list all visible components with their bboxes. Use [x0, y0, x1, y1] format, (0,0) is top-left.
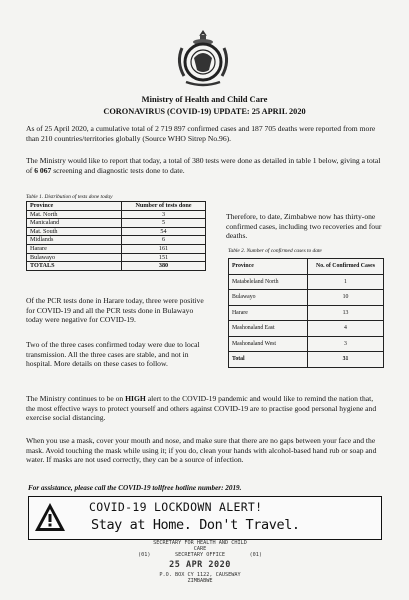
confirmed-cases-paragraph: Therefore, to date, Zimbabwe now has thirty-one confirmed cases, including two recoveries and four deaths. — [226, 212, 382, 241]
table-cell: 10 — [308, 290, 384, 306]
table-cell: 1 — [308, 274, 384, 290]
alert-text-before: The Ministry continues to be on — [26, 394, 126, 403]
table-cell: 161 — [122, 244, 206, 253]
warning-triangle-icon — [33, 501, 67, 533]
tests-text-after: screening and diagnostic tests done to date. — [51, 165, 185, 175]
table-cell: Bulawayo — [27, 253, 122, 262]
table-cell: Bulawayo — [229, 290, 308, 306]
global-update-paragraph: As of 25 April 2020, a cumulative total of 2 719 897 confirmed cases and 187 705 deaths were reported from more than 210 countries/territories globally (Source WHO Sitrep No.96). — [26, 124, 376, 143]
lockdown-alert-title: COVID-19 LOCKDOWN ALERT! — [89, 500, 263, 514]
table-header: Province — [27, 202, 122, 211]
mask-guidance-paragraph: When you use a mask, cover your mouth and nose, and make sure that there are no gaps between your face and the mask. Avoid touching the mask while using it; if you do, clean your hands with alcohol-based hand rub or soap and water. If masks are not used correctly, they can be a source of infection. — [26, 436, 377, 465]
table-cell: 4 — [308, 321, 384, 337]
table-cell: Total — [229, 352, 308, 368]
table-header: Number of tests done — [122, 202, 206, 211]
transmission-paragraph: Two of the three cases confirmed today were due to local transmission. All the three cases are stable, and not in hospital. More details on these cases to follow. — [26, 340, 200, 369]
table-cell: TOTALS — [27, 262, 122, 271]
table-cell: Mashonaland West — [229, 336, 308, 352]
table-total-row — [229, 352, 384, 368]
stamp-line: SECRETARY FOR HEALTH AND CHILD — [153, 540, 247, 546]
table-row — [229, 305, 384, 321]
stamp-code: (01) — [138, 552, 151, 559]
table-cell: 6 — [122, 236, 206, 245]
table-header: Province — [229, 259, 308, 275]
table-row — [229, 290, 384, 306]
hotline-text: For assistance, please call the COVID-19 tollfree hotline number: 2019. — [28, 484, 242, 492]
document-title: CORONAVIRUS (COVID-19) UPDATE: 25 APRIL 2020 — [103, 107, 306, 116]
confirmed-cases-table — [228, 258, 384, 368]
alert-text-after: alert to the COVID-19 pandemic and would like to remind the nation that, the most effective ways to protect yourself and others against COVID-19 are to practise good personal hygiene and exercise social distancing. — [26, 394, 377, 423]
tests-paragraph — [26, 156, 382, 175]
stamp-address: P.O. BOX CY 1122, CAUSEWAY — [159, 571, 241, 578]
table-row — [27, 219, 206, 228]
table-row — [27, 236, 206, 245]
lockdown-alert-banner — [28, 496, 382, 540]
table-cell: 5 — [122, 219, 206, 228]
table-row — [229, 274, 384, 290]
stamp-address: ZIMBABWE — [187, 577, 213, 584]
table-cell: Mat. South — [27, 227, 122, 236]
table-cell: 3 — [308, 336, 384, 352]
table-cell: 380 — [122, 262, 206, 271]
table-row — [27, 244, 206, 253]
table-cell: Harare — [27, 244, 122, 253]
table-cell: Mashonaland East — [229, 321, 308, 337]
table-row — [27, 210, 206, 219]
table-cell: 13 — [308, 305, 384, 321]
tests-total: 6 067 — [34, 165, 52, 175]
table1-caption: Table 1. Distribution of tests done today — [26, 194, 113, 200]
table-row — [27, 253, 206, 262]
stamp-office: SECRETARY OFFICE — [175, 552, 225, 559]
table-total-row — [27, 262, 206, 271]
tests-text-before: The Ministry would like to report that today, a total of 380 tests were done as detailed in table 1 below, giving a total of — [26, 156, 381, 175]
stamp-office-row — [124, 552, 276, 558]
table-cell: 3 — [122, 210, 206, 219]
table-cell: Matabeleland North — [229, 274, 308, 290]
alert-level: HIGH — [125, 394, 146, 403]
stamp-date: 25 APR 2020 — [169, 559, 231, 570]
table-cell: Harare — [229, 305, 308, 321]
table-cell: 31 — [308, 352, 384, 368]
stamp-line: CARE — [193, 546, 207, 553]
table-header: No. of Confirmed Cases — [308, 259, 384, 275]
table2-caption: Table 2. Number of confirmed cases to date — [228, 248, 322, 254]
ministry-name: Ministry of Health and Child Care — [141, 94, 268, 104]
office-date-stamp — [124, 540, 276, 584]
table-cell: Manicaland — [27, 219, 122, 228]
stamp-code: (01) — [249, 552, 262, 559]
table-cell: Midlands — [27, 236, 122, 245]
table-cell: 151 — [122, 253, 206, 262]
table-row — [229, 321, 384, 337]
alert-level-paragraph — [26, 394, 382, 423]
coat-of-arms-icon — [172, 28, 234, 90]
table-row — [229, 336, 384, 352]
stay-home-message: Stay at Home. Don't Travel. — [91, 517, 300, 533]
table-cell: Mat. North — [27, 210, 122, 219]
table-header-row — [27, 202, 206, 211]
table-header-row — [229, 259, 384, 275]
tests-table — [26, 201, 206, 271]
table-cell: 54 — [122, 227, 206, 236]
pcr-results-paragraph: Of the PCR tests done in Harare today, three were positive for COVID-19 and all the PCR tests done in Bulawayo today were negative for COVID-19. — [26, 296, 204, 325]
table-row — [27, 227, 206, 236]
